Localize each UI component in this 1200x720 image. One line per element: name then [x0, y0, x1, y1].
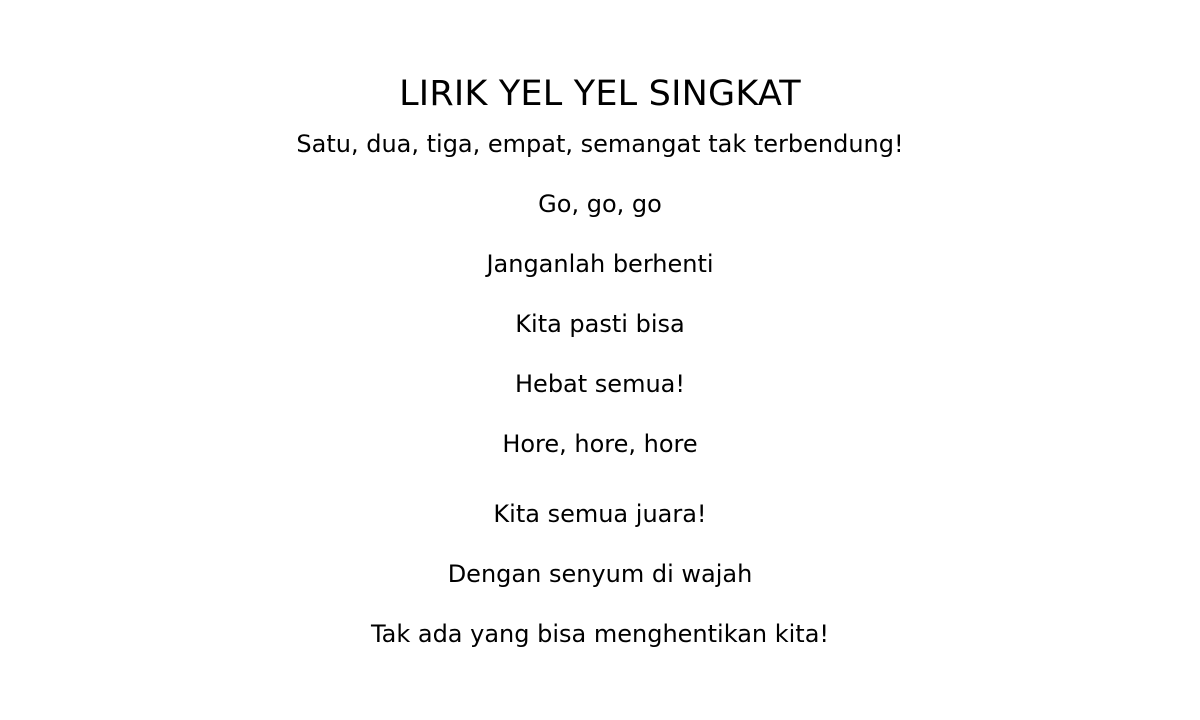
lyric-line-7: Kita semua juara! — [493, 500, 707, 528]
lyric-line-1: Satu, dua, tiga, empat, semangat tak terbendung! — [296, 130, 904, 158]
page-title: LIRIK YEL YEL SINGKAT — [399, 74, 801, 115]
lyric-line-6: Hore, hore, hore — [502, 430, 698, 458]
lyric-line-3: Janganlah berhenti — [486, 250, 714, 278]
lyric-line-2: Go, go, go — [538, 190, 662, 218]
lyric-line-8: Dengan senyum di wajah — [447, 560, 753, 588]
lyric-line-5: Hebat semua! — [515, 370, 685, 398]
lyric-line-9: Tak ada yang bisa menghentikan kita! — [370, 620, 830, 648]
lyric-line-4: Kita pasti bisa — [515, 310, 685, 338]
